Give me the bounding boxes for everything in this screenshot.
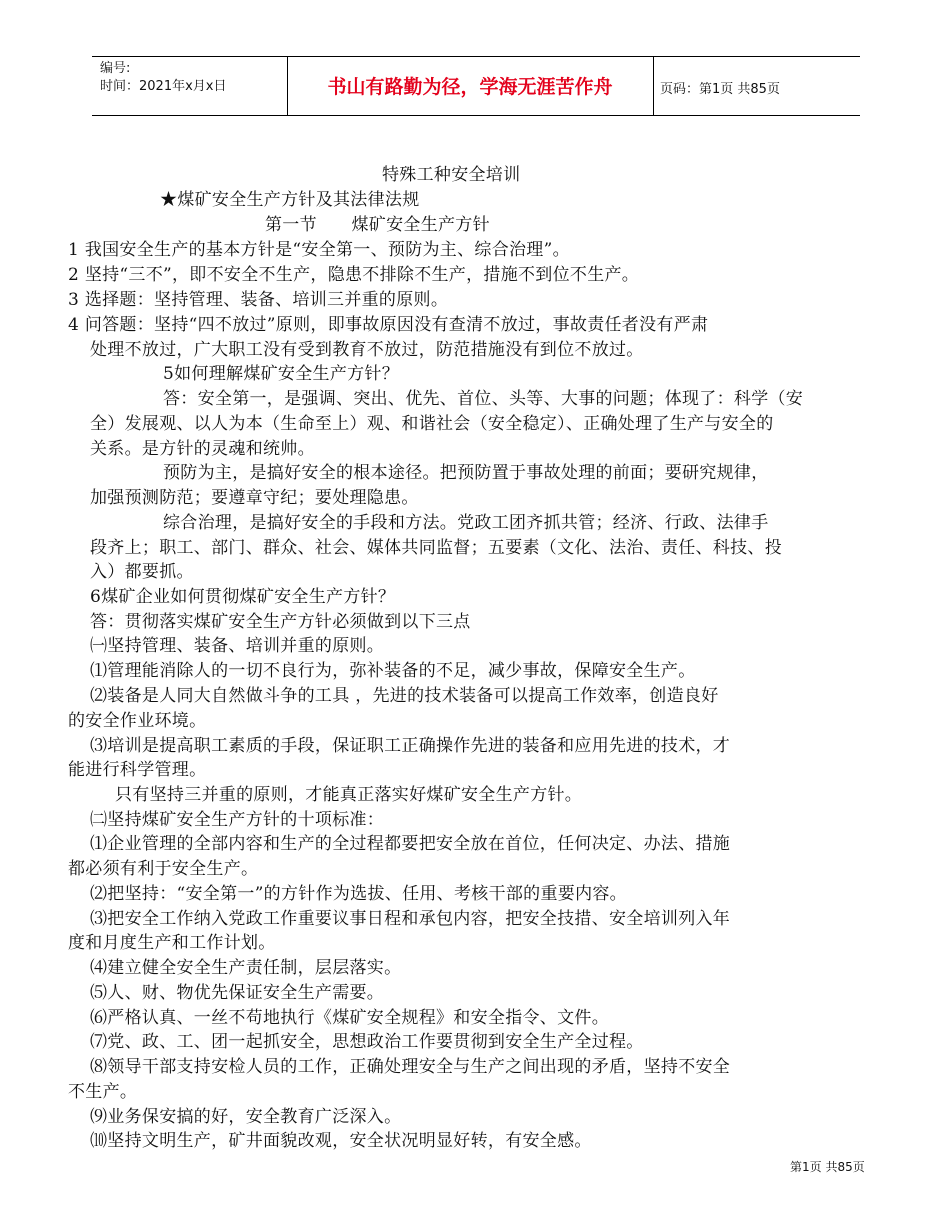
paragraph-line: 能进行科学管理。 <box>68 760 207 780</box>
time-label: 时间：2021年x月x日 <box>100 79 227 94</box>
number-label: 编号: <box>100 61 131 76</box>
paragraph-line: 加强预测防范；要遵章守纪；要处理隐患。 <box>90 488 419 508</box>
paragraph-line: ⑹严格认真、一丝不苟地执行《煤矿安全规程》和安全指令、文件。 <box>90 1008 609 1028</box>
paragraph-line: ㈡坚持煤矿安全生产方针的十项标准： <box>90 810 385 830</box>
paragraph-line: 处理不放过，广大职工没有受到教育不放过，防范措施没有到位不放过。 <box>90 340 644 360</box>
footer-page-number: 第1页 共85页 <box>790 1160 865 1174</box>
paragraph-line: 的安全作业环境。 <box>68 711 207 731</box>
paragraph-line: 4 问答题：坚持“四不放过”原则，即事故原因没有查清不放过，事故责任者没有严肃 <box>68 315 709 335</box>
paragraph-line: 全）发展观、以人为本（生命至上）观、和谐社会（安全稳定）、正确处理了生产与安全的 <box>90 414 774 434</box>
paragraph-line: 只有坚持三并重的原则，才能真正落实好煤矿安全生产方针。 <box>115 785 583 805</box>
paragraph-line: 预防为主，是搞好安全的根本途径。把预防置于事故处理的前面；要研究规律， <box>163 463 769 483</box>
paragraph-line: 答：贯彻落实煤矿安全生产方针必须做到以下三点 <box>90 612 471 632</box>
paragraph-line: ⑼业务保安搞的好，安全教育广泛深入。 <box>90 1107 402 1127</box>
paragraph-line: 答：安全第一，是强调、突出、优先、首位、头等、大事的问题；体现了：科学（安 <box>163 389 804 409</box>
paragraph-line: ⑴管理能消除人的一切不良行为，弥补装备的不足，减少事故，保障安全生产。 <box>90 661 696 681</box>
paragraph-line: 2 坚持“三不”，即不安全不生产，隐患不排除不生产，措施不到位不生产。 <box>68 265 640 285</box>
paragraph-line: 综合治理，是搞好安全的手段和方法。党政工团齐抓共管；经济、行政、法律手 <box>163 513 769 533</box>
header-divider <box>653 56 654 115</box>
doc-title: 特殊工种安全培训 <box>382 165 521 185</box>
paragraph-line: ⑺党、政、工、团一起抓安全，思想政治工作要贯彻到安全生产全过程。 <box>90 1032 644 1052</box>
paragraph-line: ㈠坚持管理、装备、培训并重的原则。 <box>90 636 385 656</box>
paragraph-line: 入）都要抓。 <box>90 562 194 582</box>
paragraph-line: 3 选择题：坚持管理、装备、培训三并重的原则。 <box>68 290 449 310</box>
paragraph-line: ⑵装备是人同大自然做斗争的工具 ，先进的技术装备可以提高工作效率，创造良好 <box>90 686 719 706</box>
header-meta <box>100 60 286 96</box>
header-top-rule <box>92 56 860 57</box>
paragraph-line: 5如何理解煤矿安全生产方针？ <box>163 364 400 384</box>
paragraph-line: 6煤矿企业如何贯彻煤矿安全生产方针？ <box>90 587 396 607</box>
header-bottom-rule <box>92 115 860 116</box>
header-motto: 书山有路勤为径，学海无涯苦作舟 <box>327 76 613 98</box>
paragraph-line: 关系。是方针的灵魂和统帅。 <box>90 439 315 459</box>
paragraph-line: 段齐上；职工、部门、群众、社会、媒体共同监督；五要素（文化、法治、责任、科技、投 <box>90 538 782 558</box>
paragraph-line: 度和月度生产和工作计划。 <box>68 933 276 953</box>
paragraph-line: ⑸人、财、物优先保证安全生产需要。 <box>90 983 385 1003</box>
section-heading: 第一节 煤矿安全生产方针 <box>265 215 490 235</box>
paragraph-line: ⑽坚持文明生产，矿井面貌改观，安全状况明显好转，有安全感。 <box>90 1131 592 1151</box>
paragraph-line: ⑶把安全工作纳入党政工作重要议事日程和承包内容，把安全技措、安全培训列入年 <box>90 909 731 929</box>
paragraph-line: 1 我国安全生产的基本方针是“安全第一、预防为主、综合治理”。 <box>68 240 570 260</box>
paragraph-line: ⑴企业管理的全部内容和生产的全过程都要把安全放在首位，任何决定、办法、措施 <box>90 834 731 854</box>
paragraph-line: ⑵把坚持：“安全第一”的方针作为选拔、任用、考核干部的重要内容。 <box>90 884 627 904</box>
doc-subtitle: ★煤矿安全生产方针及其法律法规 <box>160 190 420 210</box>
paragraph-line: 都必须有利于安全生产。 <box>68 859 259 879</box>
paragraph-line: ⑶培训是提高职工素质的手段，保证职工正确操作先进的装备和应用先进的技术，才 <box>90 736 731 756</box>
header-page-label: 页码：第1页 共85页 <box>660 82 780 97</box>
paragraph-line: ⑷建立健全安全生产责任制，层层落实。 <box>90 958 402 978</box>
paragraph-line: ⑻领导干部支持安检人员的工作，正确处理安全与生产之间出现的矛盾，坚持不安全 <box>90 1057 731 1077</box>
paragraph-line: 不生产。 <box>68 1082 138 1102</box>
